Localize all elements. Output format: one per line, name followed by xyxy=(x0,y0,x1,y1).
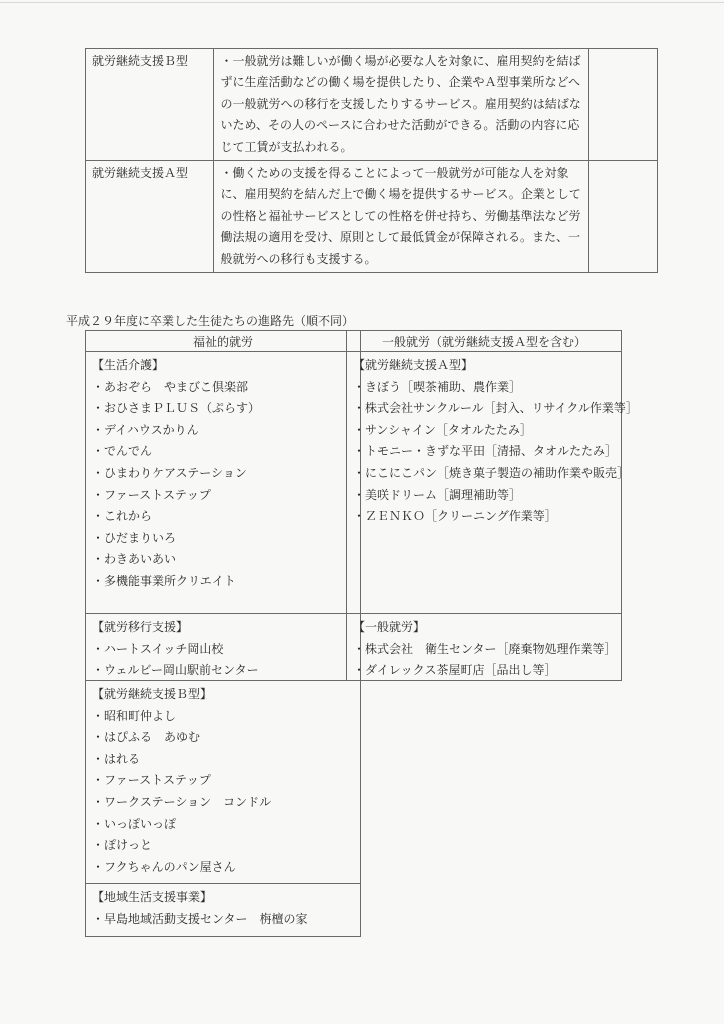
definition-blank-cell xyxy=(588,49,657,161)
list-item: ・ 多機能事業所クリエイト xyxy=(92,571,354,593)
list-item: ・ はれる xyxy=(92,749,354,771)
list-item: ・ 株式会社 衛生センター［廃棄物処理作業等］ xyxy=(353,639,615,661)
list-item: ・ ＺＥＮＫＯ［クリーニング作業等］ xyxy=(353,506,615,528)
group-employment-transition xyxy=(85,614,361,681)
group-life-care xyxy=(85,352,361,614)
destination-caption: 平成２９年度に卒業した生徒たちの進路先（順不同） xyxy=(66,314,355,328)
list-item: ・ フクちゃんのパン屋さん xyxy=(92,857,354,879)
general-employment-header: 一般就労（就労継続支援Ａ型を含む） xyxy=(346,330,622,352)
group-title: 【一般就労】 xyxy=(353,620,426,634)
list-item: ・ 美咲ドリーム［調理補助等］ xyxy=(353,485,615,507)
general-employment-column xyxy=(346,330,638,681)
definition-description: ・一般就労は難しいが働く場が必要な人を対象に、雇用契約を結ばずに生産活動などの働く場を提供したり、企業やＡ型事業所などへの一般就労への移行を支援したりするサービス。雇用契約は結ばないため、その人のペースに合わせた活動ができる。活動の内容に応じて工賃が支払われる。 xyxy=(214,49,588,161)
welfare-employment-column xyxy=(85,330,361,937)
definition-term: 就労継続支援Ｂ型 xyxy=(86,49,214,161)
group-continuation-b xyxy=(85,681,361,884)
welfare-employment-header: 福祉的就労 xyxy=(85,330,361,352)
group-title: 【就労移行支援】 xyxy=(92,620,189,634)
service-definition-table xyxy=(85,48,658,273)
group-title: 【就労継続支援Ａ型】 xyxy=(353,358,474,372)
list-item: ・ ひだまりいろ xyxy=(92,528,354,550)
list-item: ・ ぽけっと xyxy=(92,835,354,857)
definition-description: ・働くための支援を得ることによって一般就労が可能な人を対象に、雇用契約を結んだ上で働く場を提供するサービス。企業としての性格と福祉サービスとしての性格を併せ持ち、労働基準法など労働法規の適用を受け、原則として最低賃金が保障される。また、一般就労への移行も支援する。 xyxy=(214,161,588,273)
group-title: 【就労継続支援Ｂ型】 xyxy=(92,687,213,701)
group-title: 【地域生活支援事業】 xyxy=(92,890,213,905)
list-item: ・ はぴふる あゆむ xyxy=(92,727,354,749)
list-item: ・ ワークステーション コンドル xyxy=(92,792,354,814)
list-item: ・ ハートスイッチ岡山校 xyxy=(92,639,354,661)
group-general-employment xyxy=(346,614,622,681)
definition-term: 就労継続支援Ａ型 xyxy=(86,161,214,273)
list-item: ・ 昭和町仲よし xyxy=(92,706,354,728)
list-item: ・ ダイレックス茶屋町店［品出し等］ xyxy=(353,660,615,682)
list-item: ・ でんでん xyxy=(92,441,354,463)
list-item: ・ トモニー・きずな平田［清掃、タオルたたみ］ xyxy=(353,441,615,463)
page-top-rule xyxy=(0,2,724,3)
list-item: ・ ウェルビー岡山駅前センター xyxy=(92,660,354,682)
list-item: ・ あおぞら やまびこ倶楽部 xyxy=(92,377,354,399)
group-continuation-a xyxy=(346,352,638,614)
definition-row xyxy=(86,49,658,161)
list-item: ・ デイハウスかりん xyxy=(92,420,354,442)
list-item: ・ ファーストステップ xyxy=(92,770,354,792)
group-community-support xyxy=(85,884,361,936)
list-item: ・ きぼう［喫茶補助、農作業］ xyxy=(353,377,615,399)
list-item: ・ にこにこパン［焼き菓子製造の補助作業や販売］ xyxy=(353,463,615,485)
list-item: ・ 株式会社サンクルール［封入、リサイクル作業等］ xyxy=(353,398,615,420)
list-item: ・ これから xyxy=(92,506,354,528)
list-item: ・ いっぽいっぽ xyxy=(92,814,354,836)
list-item: ・ サンシャイン［タオルたたみ］ xyxy=(353,420,615,442)
definition-blank-cell xyxy=(588,161,657,273)
group-title: 【生活介護】 xyxy=(92,358,165,372)
list-item: ・ ひまわりケアステーション xyxy=(92,463,354,485)
definition-row xyxy=(86,161,658,273)
list-item: ・ おひさまＰＬＵＳ（ぷらす） xyxy=(92,398,354,420)
list-item: ・ わきあいあい xyxy=(92,549,354,571)
list-item: ・ 早島地域活動支援センター 栴檀の家 xyxy=(92,909,354,931)
list-item: ・ ファーストステップ xyxy=(92,485,354,507)
